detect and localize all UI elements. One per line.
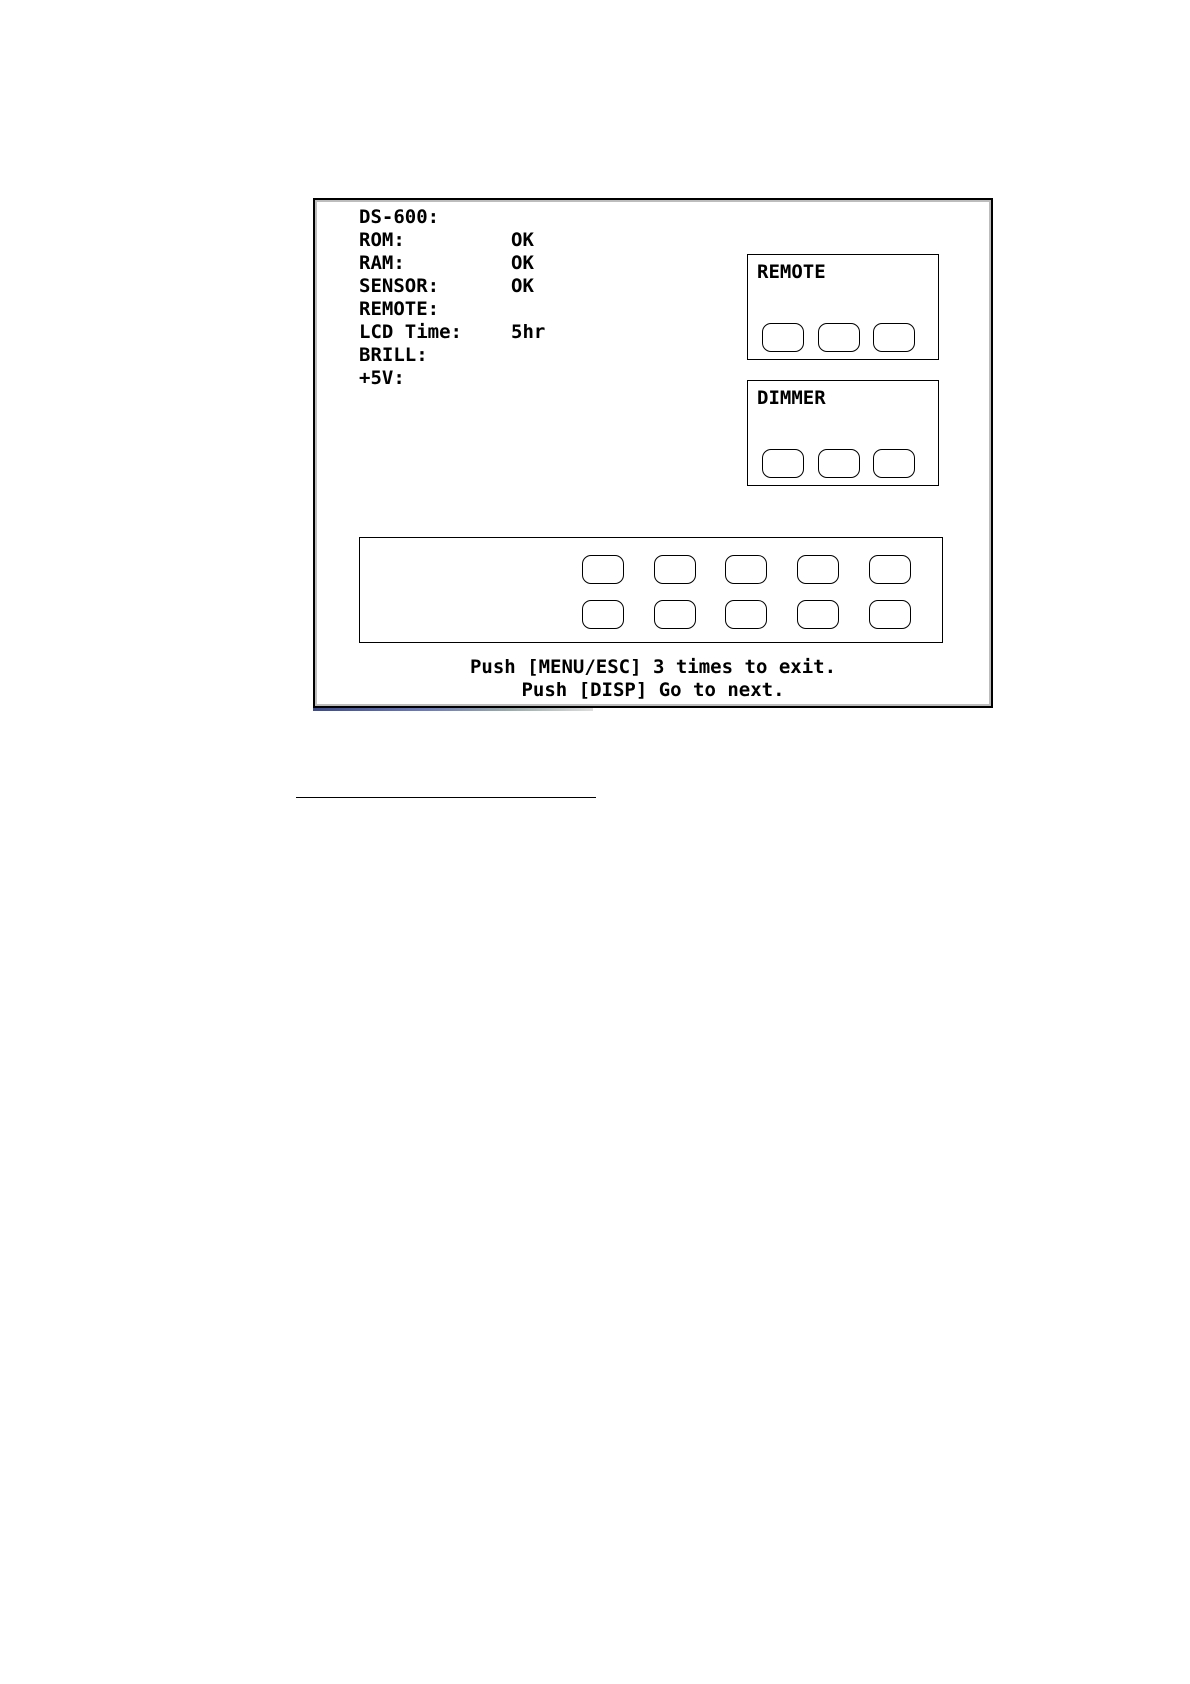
status-value: OK bbox=[511, 229, 534, 251]
exit-instruction: Push [MENU/ESC] 3 times to exit. bbox=[469, 656, 837, 678]
status-label: +5V: bbox=[359, 367, 405, 389]
dimmer-key-2[interactable] bbox=[818, 449, 860, 478]
status-label: LCD Time: bbox=[359, 321, 462, 343]
status-label: REMOTE: bbox=[359, 298, 440, 320]
status-value: 5hr bbox=[511, 321, 546, 343]
screen-edge-strip bbox=[313, 708, 593, 711]
keypad-key-6[interactable] bbox=[582, 600, 624, 629]
status-list bbox=[359, 206, 631, 390]
dimmer-panel bbox=[747, 380, 939, 486]
status-row-rom bbox=[359, 229, 631, 252]
status-value bbox=[511, 344, 631, 367]
signature-line bbox=[296, 797, 596, 798]
status-row-5v bbox=[359, 367, 631, 390]
dimmer-panel-title: DIMMER bbox=[757, 387, 826, 409]
remote-panel-title: REMOTE bbox=[757, 261, 826, 283]
status-row-remote bbox=[359, 298, 631, 321]
diagnostic-screen bbox=[313, 198, 993, 708]
status-label: DS-600: bbox=[359, 206, 440, 228]
status-value bbox=[511, 367, 631, 390]
keypad-key-2[interactable] bbox=[654, 555, 696, 584]
status-label: ROM: bbox=[359, 229, 405, 251]
status-row-lcd-time bbox=[359, 321, 631, 344]
keypad-key-7[interactable] bbox=[654, 600, 696, 629]
status-value bbox=[511, 206, 631, 229]
keypad-key-5[interactable] bbox=[869, 555, 911, 584]
remote-panel bbox=[747, 254, 939, 360]
status-value bbox=[511, 298, 631, 321]
status-row-model bbox=[359, 206, 631, 229]
keypad-key-9[interactable] bbox=[797, 600, 839, 629]
keypad-panel bbox=[359, 537, 943, 643]
status-row-ram bbox=[359, 252, 631, 275]
keypad-key-10[interactable] bbox=[869, 600, 911, 629]
dimmer-key-3[interactable] bbox=[873, 449, 915, 478]
remote-key-3[interactable] bbox=[873, 323, 915, 352]
dimmer-key-1[interactable] bbox=[762, 449, 804, 478]
remote-key-1[interactable] bbox=[762, 323, 804, 352]
status-label: SENSOR: bbox=[359, 275, 440, 297]
keypad-key-4[interactable] bbox=[797, 555, 839, 584]
keypad-key-1[interactable] bbox=[582, 555, 624, 584]
status-row-brill bbox=[359, 344, 631, 367]
remote-key-2[interactable] bbox=[818, 323, 860, 352]
status-value: OK bbox=[511, 252, 534, 274]
status-label: RAM: bbox=[359, 252, 405, 274]
keypad-key-3[interactable] bbox=[725, 555, 767, 584]
next-instruction: Push [DISP] Go to next. bbox=[521, 679, 785, 701]
status-value: OK bbox=[511, 275, 534, 297]
keypad-key-8[interactable] bbox=[725, 600, 767, 629]
status-row-sensor bbox=[359, 275, 631, 298]
status-label: BRILL: bbox=[359, 344, 428, 366]
